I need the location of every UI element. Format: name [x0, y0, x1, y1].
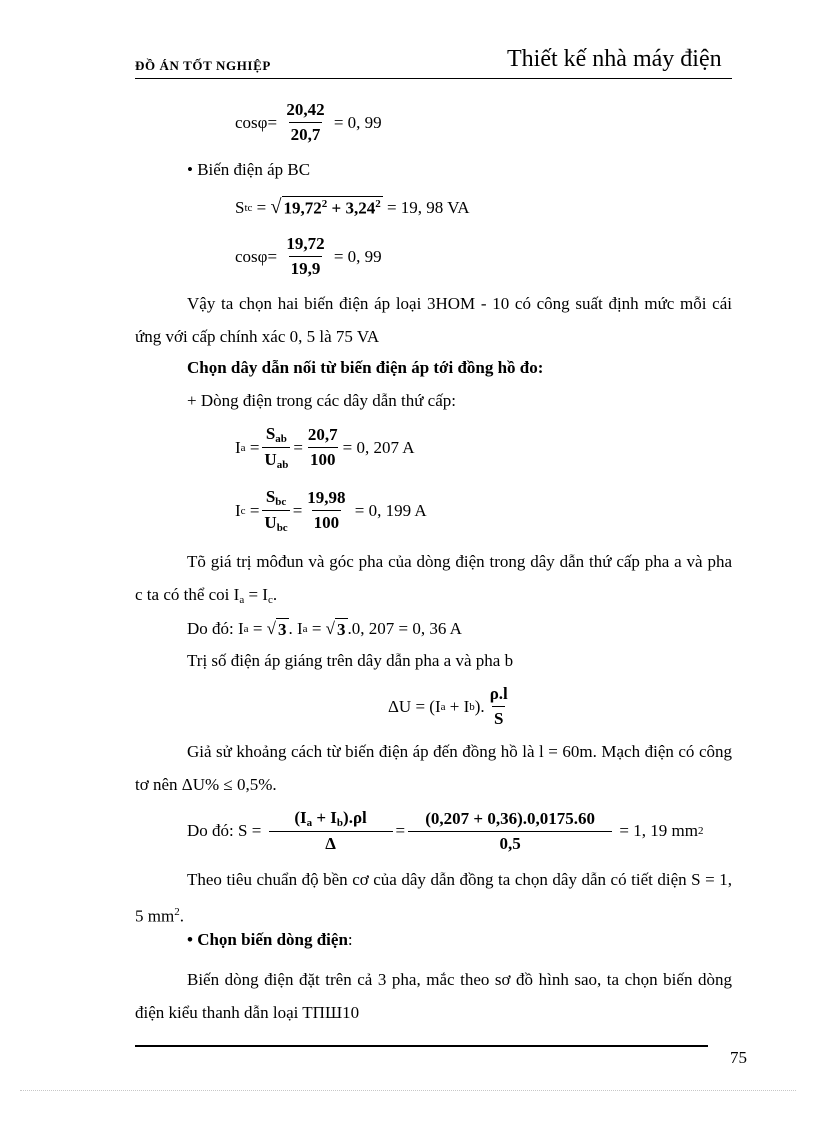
equation-ia: I a = $\frac{S_{ab}}{U_{ab}}$ = $\frac{20,7}{100}$ = 0, 207 A	[235, 424, 415, 471]
heading-wire: Chọn dây dẫn nối từ biến điện áp tới đồng hồ đo:	[187, 358, 544, 377]
equation-delta-u: ΔU = (I a + I b ). $\frac{\rho.l}{S}$	[388, 684, 508, 728]
eq-lhs: cosφ	[235, 112, 268, 132]
eq-rhs: = 0, 199 A	[354, 500, 427, 520]
equation-ic: I c = $\frac{S_{bc}}{U_{bc}}$ = $\frac{19,98}{100}$ = 0, 199 A	[235, 487, 427, 534]
fraction: $\frac{\rho.l}{S}$	[489, 684, 508, 728]
sqrt: √ $19,72^2 + 3,24^2$	[270, 196, 381, 218]
line-do-do-1: Do đó: I a = √ 3 . I a = √ 3 .0, 207 = 0, 36 A	[187, 619, 462, 639]
eq-rhs: = 0, 207 A	[342, 437, 415, 457]
line-tri-so: Trị số điện áp giáng trên dây dẫn pha a và pha b	[187, 651, 514, 670]
fraction: $\frac{(I_a + I_b).\rho l}{\Delta}$	[269, 808, 393, 854]
paragraph-5: Biến dòng điện đặt trên cả 3 pha, mắc theo sơ đồ hình sao, ta chọn biến dòng điện kiểu thanh dẫn loại TПШ10	[135, 970, 732, 1022]
eq-lhs: cosφ	[235, 246, 268, 266]
line-current: + Dòng điện trong các dây dẫn thứ cấp:	[187, 391, 456, 410]
eq-rhs: = 19, 98 VA	[386, 197, 470, 217]
equation-cos-1: cosφ = $\frac{20,42}{20,7}$ = 0, 99	[235, 100, 382, 144]
fraction: $\frac{20,7}{100}$	[307, 425, 338, 469]
equation-stc: S tc = √ $19,72^2 + 3,24^2$ = 19, 98 VA	[235, 196, 470, 218]
eq-rhs: = 0, 99	[333, 112, 382, 132]
bullet-bc: • Biến điện áp BC	[187, 160, 311, 179]
subscript: tc	[244, 201, 253, 214]
header-rule	[135, 78, 732, 79]
fraction: $\frac{(0,207 + 0,36).0,0175.60}{0,5}$	[408, 809, 612, 854]
paragraph-1: Vậy ta chọn hai biến điện áp loại 3HOM - 10 có công suất định mức mỗi cái ứng với cấp chính xác 0, 5 là 75 VA	[135, 294, 732, 346]
footer-rule	[135, 1045, 708, 1047]
fraction: $\frac{S_{bc}}{U_{bc}}$	[264, 487, 288, 534]
paragraph-4: Theo tiêu chuẩn độ bền cơ của dây dẫn đồng ta chọn dây dẫn có tiết diện S = 1, 5 $mm^2$.	[135, 870, 732, 926]
page-number: 75	[730, 1048, 747, 1067]
equation-cos-2: cosφ = $\frac{19,72}{19,9}$ = 0, 99	[235, 234, 382, 278]
fraction: $\frac{S_{ab}}{U_{ab}}$	[264, 424, 289, 471]
numerator: 20,42	[286, 100, 325, 119]
equation-s: Do đó: S = $\frac{(I_a + I_b).\rho l}{\Delta}$ = $\frac{(0,207 + 0,36).0,0175.60}{0,5}$ = 1, 19 mm 2	[187, 808, 704, 853]
header-left: ĐỒ ÁN TỐT NGHIỆP	[135, 58, 271, 73]
eq-lhs: S	[235, 197, 245, 217]
header-right: Thiết kế nhà máy điện	[507, 46, 722, 72]
numerator: 19,72	[286, 234, 325, 253]
denominator: 20,7	[289, 122, 323, 145]
page-edge-dots	[20, 1090, 796, 1091]
paragraph-2: Tõ giá trị môđun và góc pha của dòng điện trong dây dẫn thứ cấp pha a và pha c ta có thể coi $I_a = I_c$.	[135, 552, 732, 606]
fraction: $\frac{19,98}{100}$	[307, 488, 346, 532]
fraction	[284, 100, 326, 145]
fraction	[284, 234, 326, 279]
denominator: 19,9	[289, 256, 323, 279]
bullet-current-transformer: • Chọn biến dòng điện:	[187, 930, 353, 949]
eq-rhs: = 0, 99	[333, 246, 382, 266]
paragraph-3: Giả sử khoảng cách từ biến điện áp đến đồng hồ là l = 60m. Mạch điện có công tơ nên ΔU% ≤ 0,5%.	[135, 742, 732, 794]
